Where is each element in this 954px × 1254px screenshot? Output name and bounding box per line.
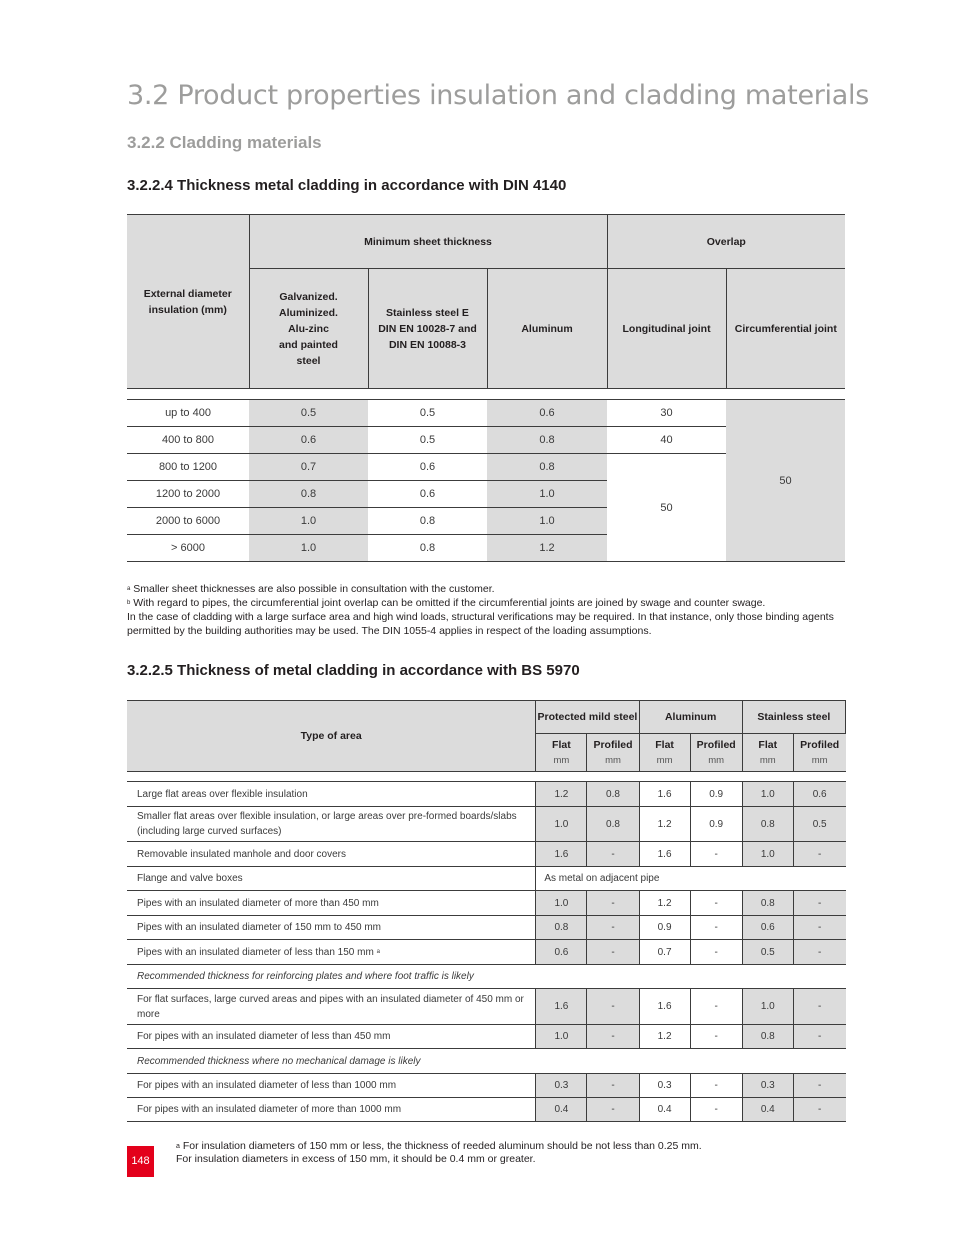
cell-value: 0.9 — [639, 916, 690, 940]
cell-value: 1.6 — [639, 989, 690, 1025]
cell-value: 0.8 — [536, 916, 587, 940]
cell-value: 0.5 — [793, 807, 845, 842]
row-label: For pipes with an insulated diameter of more than 1000 mm — [127, 1098, 536, 1122]
cell-value: - — [690, 842, 742, 867]
cell-value: 1.6 — [639, 842, 690, 867]
cell-value: 0.8 — [742, 891, 793, 916]
header-profiled: Profiled mm — [793, 734, 845, 772]
cell-aluminum: 1.0 — [487, 508, 607, 535]
cell-aluminum: 0.8 — [487, 427, 607, 454]
cell-value: 0.3 — [639, 1074, 690, 1098]
cell-value: - — [793, 1025, 845, 1049]
header-min-sheet-thickness: Minimum sheet thickness — [249, 215, 607, 269]
cell-value: - — [793, 891, 845, 916]
cell-galv: 1.0 — [249, 535, 368, 562]
cell-value: - — [690, 1025, 742, 1049]
cell-value: 1.6 — [536, 842, 587, 867]
header-circumferential: Circumferential joint — [726, 269, 845, 389]
cell-value: - — [793, 1098, 845, 1122]
cell-value: - — [587, 1025, 639, 1049]
table-note-row — [127, 1049, 846, 1074]
cell-range: 800 to 1200 — [127, 454, 249, 481]
cell-aluminum: 1.0 — [487, 481, 607, 508]
row-label: For flat surfaces, large curved areas and pipes with an insulated diameter of 450 mm or more — [127, 989, 536, 1025]
cell-value: 1.2 — [536, 782, 587, 807]
cell-range: 400 to 800 — [127, 427, 249, 454]
cell-value: - — [587, 989, 639, 1025]
row-label: Pipes with an insulated diameter of less than 150 mm $^a$ — [127, 940, 536, 965]
row-label: Large flat areas over flexible insulation — [127, 782, 536, 807]
table-row — [127, 1074, 846, 1098]
header-external-diameter: External diameter insulation (mm) — [127, 215, 249, 389]
cell-value: - — [690, 1098, 742, 1122]
cell-value: 1.0 — [742, 989, 793, 1025]
footnote-line-1: $^a$ For insulation diameters of 150 mm or less, the thickness of reeded aluminum should be not less than 0.25 mm. — [176, 1140, 702, 1152]
footnote-c: In the case of cladding with a large surface area and high wind loads, structural verifications may be required. In that instance, only those binding agents permitted by the building authorities may be used. The DIN 1055-4 applies in respect of the loading assumptions. — [127, 611, 834, 637]
cell-value: 0.3 — [742, 1074, 793, 1098]
cell-value: 0.7 — [639, 940, 690, 965]
header-flat: Flat mm — [742, 734, 793, 772]
table-row — [127, 782, 846, 807]
cell-galv: 1.0 — [249, 508, 368, 535]
table-row — [127, 842, 846, 867]
cell-value: - — [793, 940, 845, 965]
cell-value: 0.6 — [793, 782, 845, 807]
table-row — [127, 1098, 846, 1122]
cell-aluminum: 0.8 — [487, 454, 607, 481]
cell-value: - — [690, 989, 742, 1025]
cell-value: 1.2 — [639, 1025, 690, 1049]
cell-value: - — [587, 891, 639, 916]
row-label: Pipes with an insulated diameter of more than 450 mm — [127, 891, 536, 916]
cell-circumferential: 50 — [726, 400, 845, 562]
cell-value: 0.3 — [536, 1074, 587, 1098]
cell-value: - — [587, 916, 639, 940]
bs5970-table — [127, 700, 846, 1122]
row-label: Smaller flat areas over flexible insulation, or large areas over pre-formed boards/slabs (including large curved surfaces) — [127, 807, 536, 842]
cell-value: 1.0 — [742, 782, 793, 807]
cell-range: up to 400 — [127, 400, 249, 427]
cell-aluminum: 0.6 — [487, 400, 607, 427]
cell-value: 1.6 — [536, 989, 587, 1025]
cell-value: 0.5 — [742, 940, 793, 965]
cell-value: - — [587, 842, 639, 867]
table-note-row — [127, 965, 846, 989]
section-subheading: 3.2.2 Cladding materials — [127, 133, 322, 152]
cell-longitudinal: 50 — [607, 454, 726, 562]
cell-aluminum: 1.2 — [487, 535, 607, 562]
row-label: Removable insulated manhole and door covers — [127, 842, 536, 867]
cell-galv: 0.6 — [249, 427, 368, 454]
cell-value: 0.9 — [690, 782, 742, 807]
cell-value: 1.0 — [536, 807, 587, 842]
cell-value: 1.0 — [536, 891, 587, 916]
cell-stainless: 0.6 — [368, 481, 487, 508]
cell-range: > 6000 — [127, 535, 249, 562]
cell-stainless: 0.6 — [368, 454, 487, 481]
cell-value: - — [793, 842, 845, 867]
cell-value: 1.0 — [536, 1025, 587, 1049]
cell-value: 1.2 — [639, 891, 690, 916]
cell-value: - — [587, 940, 639, 965]
row-label: For pipes with an insulated diameter of less than 1000 mm — [127, 1074, 536, 1098]
header-profiled: Profiled mm — [587, 734, 639, 772]
header-stainless-steel: Stainless steel — [742, 701, 845, 734]
cell-value: As metal on adjacent pipe — [536, 867, 846, 891]
row-label: Pipes with an insulated diameter of 150 mm to 450 mm — [127, 916, 536, 940]
table1-footnotes — [127, 582, 847, 638]
header-overlap: Overlap — [607, 215, 845, 269]
cell-longitudinal: 40 — [607, 427, 726, 454]
note-foot-traffic: Recommended thickness for reinforcing plates and where foot traffic is likely — [127, 965, 846, 989]
cell-value: - — [690, 1074, 742, 1098]
cell-stainless: 0.5 — [368, 427, 487, 454]
cell-value: 0.8 — [742, 1025, 793, 1049]
cell-value: 0.4 — [536, 1098, 587, 1122]
cell-galv: 0.8 — [249, 481, 368, 508]
header-galvanized: Galvanized. Aluminized. Alu-zinc and painted steel — [249, 269, 368, 389]
cell-value: 1.2 — [639, 807, 690, 842]
header-flat: Flat mm — [536, 734, 587, 772]
din4140-table — [127, 214, 845, 562]
cell-value: 0.4 — [742, 1098, 793, 1122]
page-number: 148 — [127, 1146, 154, 1177]
cell-value: 0.4 — [639, 1098, 690, 1122]
cell-value: 1.0 — [742, 842, 793, 867]
table-row — [127, 989, 846, 1025]
cell-range: 1200 to 2000 — [127, 481, 249, 508]
header-profiled: Profiled mm — [690, 734, 742, 772]
cell-value: 0.6 — [536, 940, 587, 965]
cell-value: - — [587, 1098, 639, 1122]
cell-stainless: 0.8 — [368, 535, 487, 562]
header-aluminum: Aluminum — [487, 269, 607, 389]
cell-galv: 0.7 — [249, 454, 368, 481]
cell-value: - — [793, 1074, 845, 1098]
table-row — [127, 940, 846, 965]
footnote-a: $^a$ Smaller sheet thicknesses are also possible in consultation with the customer. — [127, 583, 495, 595]
cell-value: - — [793, 989, 845, 1025]
table-row — [127, 807, 846, 842]
cell-stainless: 0.5 — [368, 400, 487, 427]
table-row — [127, 867, 846, 891]
table-row — [127, 916, 846, 940]
cell-value: 0.6 — [742, 916, 793, 940]
header-flat: Flat mm — [639, 734, 690, 772]
table2-title: 3.2.2.5 Thickness of metal cladding in accordance with BS 5970 — [127, 662, 580, 679]
table1-title: 3.2.2.4 Thickness metal cladding in accordance with DIN 4140 — [127, 177, 567, 194]
cell-longitudinal: 30 — [607, 400, 726, 427]
cell-value: 0.8 — [587, 782, 639, 807]
cell-value: - — [690, 891, 742, 916]
cell-value: 1.6 — [639, 782, 690, 807]
cell-value: 0.9 — [690, 807, 742, 842]
cell-stainless: 0.8 — [368, 508, 487, 535]
cell-range: 2000 to 6000 — [127, 508, 249, 535]
table2-footnote — [176, 1140, 702, 1166]
footnote-b: $^b$ With regard to pipes, the circumferential joint overlap can be omitted if the circumferential joints are joined by swage and counter swage. — [127, 597, 766, 609]
cell-value: 0.8 — [587, 807, 639, 842]
table-row — [127, 891, 846, 916]
header-mild-steel: Protected mild steel — [536, 701, 639, 734]
row-label: Flange and valve boxes — [127, 867, 536, 891]
header-type-of-area: Type of area — [127, 701, 536, 772]
cell-value: - — [587, 1074, 639, 1098]
note-no-damage: Recommended thickness where no mechanical damage is likely — [127, 1049, 846, 1074]
cell-value: - — [793, 916, 845, 940]
cell-galv: 0.5 — [249, 400, 368, 427]
cell-value: - — [690, 940, 742, 965]
row-label: For pipes with an insulated diameter of less than 450 mm — [127, 1025, 536, 1049]
cell-value: - — [690, 916, 742, 940]
header-stainless: Stainless steel E DIN EN 10028-7 and DIN EN 10088-3 — [368, 269, 487, 389]
cell-value: 0.8 — [742, 807, 793, 842]
page-title: 3.2 Product properties insulation and cladding materials — [127, 80, 869, 111]
header-longitudinal: Longitudinal joint — [607, 269, 726, 389]
header-aluminum: Aluminum — [639, 701, 742, 734]
footnote-line-2: For insulation diameters in excess of 150 mm, it should be 0.4 mm or greater. — [176, 1153, 536, 1165]
table-row — [127, 1025, 846, 1049]
table-row — [127, 400, 845, 427]
